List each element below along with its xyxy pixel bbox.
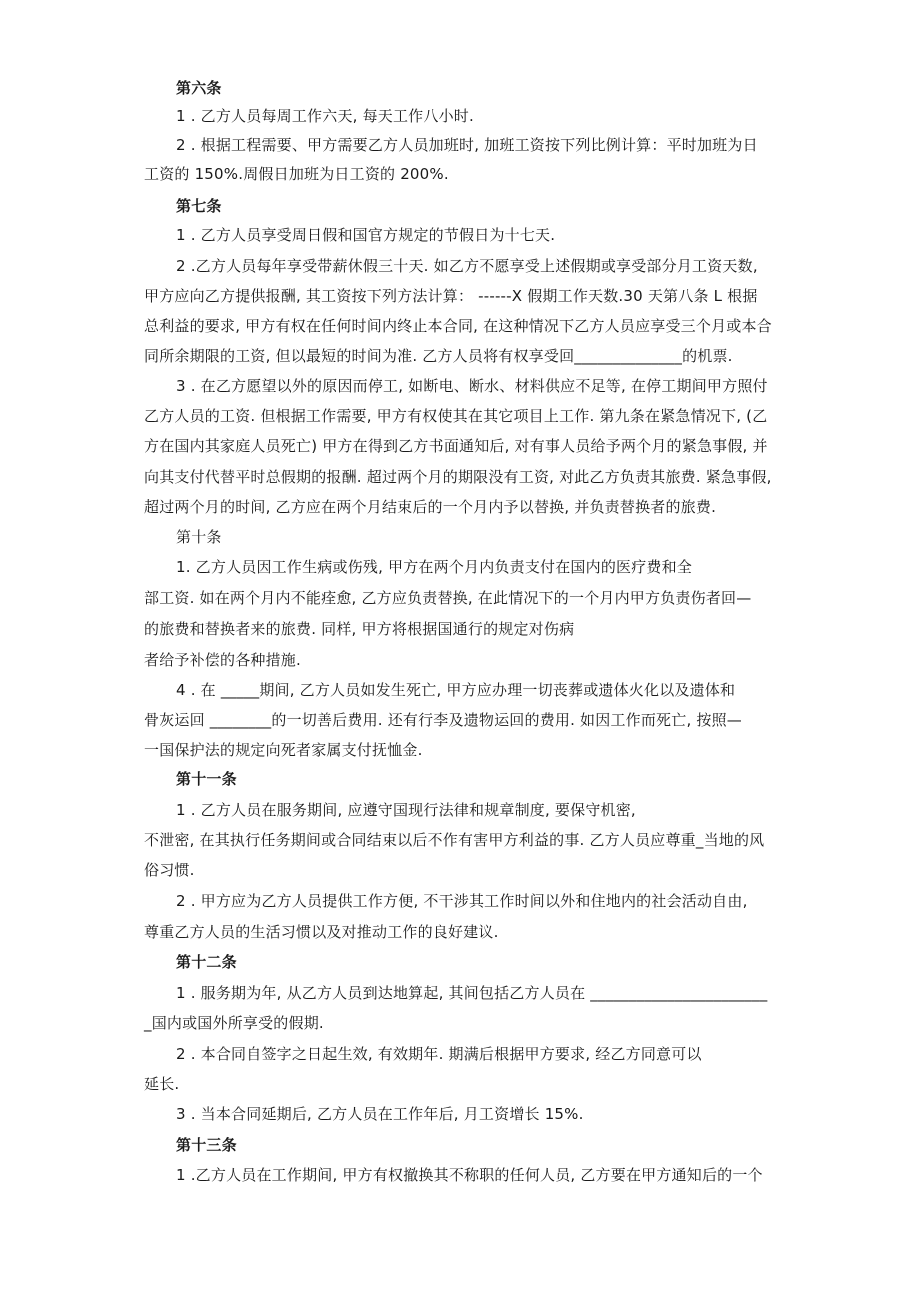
paragraph-line: 1 .乙方人员在工作期间, 甲方有权撤换其不称职的任何人员, 乙方要在甲方通知后的一个 bbox=[176, 1166, 763, 1184]
paragraph-line: 1. 乙方人员因工作生病或伤残, 甲方在两个月内负责支付在国内的医疗费和全 bbox=[176, 558, 693, 576]
article-12-heading: 第十二条 bbox=[176, 953, 237, 971]
article-6-heading: 第六条 bbox=[176, 79, 222, 97]
paragraph-line: _国内或国外所享受的假期. bbox=[144, 1014, 324, 1032]
paragraph-line: 骨灰运回 ________的一切善后费用. 还有行李及遗物运回的费用. 如因工作而死亡, 按照— bbox=[144, 711, 742, 729]
article-7-heading: 第七条 bbox=[176, 197, 222, 215]
paragraph-line: 俗习惯. bbox=[144, 861, 195, 879]
paragraph-line: 2 . 甲方应为乙方人员提供工作方便, 不干涉其工作时间以外和住地内的社会活动自由, bbox=[176, 892, 748, 910]
paragraph-line: 甲方应向乙方提供报酬, 其工资按下列方法计算： ------X 假期工作天数.30 天第八条 L 根据 bbox=[144, 287, 758, 305]
paragraph-line: 的旅费和替换者来的旅费. 同样, 甲方将根据国通行的规定对伤病 bbox=[144, 620, 575, 638]
article-11-heading: 第十一条 bbox=[176, 770, 237, 788]
paragraph-line: 2 . 根据工程需要、甲方需要乙方人员加班时, 加班工资按下列比例计算：平时加班为日 bbox=[176, 136, 758, 154]
paragraph-line: 1 . 乙方人员在服务期间, 应遵守国现行法律和规章制度, 要保守机密, bbox=[176, 801, 636, 819]
paragraph-line: 2 .乙方人员每年享受带薪休假三十天. 如乙方不愿享受上述假期或享受部分月工资天数, bbox=[176, 257, 758, 275]
paragraph-line: 总利益的要求, 甲方有权在任何时间内终止本合同, 在这种情况下乙方人员应享受三个月或本合 bbox=[144, 317, 772, 335]
paragraph-line: 不泄密, 在其执行任务期间或合同结束以后不作有害甲方利益的事. 乙方人员应尊重_当地的风 bbox=[144, 831, 765, 849]
paragraph-line: 同所余期限的工资, 但以最短的时间为准. 乙方人员将有权享受回______________的机票. bbox=[144, 347, 733, 365]
paragraph-line: 1 . 乙方人员每周工作六天, 每天工作八小时. bbox=[176, 107, 474, 125]
paragraph-line: 1 . 服务期为年, 从乙方人员到达地算起, 其间包括乙方人员在 _______________________ bbox=[176, 984, 768, 1002]
paragraph-line: 4 . 在 _____期间, 乙方人员如发生死亡, 甲方应办理一切丧葬或遗体火化以及遗体和 bbox=[176, 681, 736, 699]
paragraph-line: 一国保护法的规定向死者家属支付抚恤金. bbox=[144, 741, 423, 759]
paragraph-line: 2 . 本合同自签字之日起生效, 有效期年. 期满后根据甲方要求, 经乙方同意可以 bbox=[176, 1045, 702, 1063]
paragraph-line: 3 . 在乙方愿望以外的原因而停工, 如断电、断水、材料供应不足等, 在停工期间甲方照付 bbox=[176, 377, 768, 395]
paragraph-line: 工资的 150%.周假日加班为日工资的 200%. bbox=[144, 165, 449, 183]
paragraph-line: 3 . 当本合同延期后, 乙方人员在工作年后, 月工资增长 15%. bbox=[176, 1105, 584, 1123]
paragraph-line: 者给予补偿的各种措施. bbox=[144, 651, 301, 669]
paragraph-line: 方在国内其家庭人员死亡) 甲方在得到乙方书面通知后, 对有事人员给予两个月的紧急事假, 并 bbox=[144, 437, 768, 455]
article-10-heading: 第十条 bbox=[176, 528, 222, 546]
paragraph-line: 超过两个月的时间, 乙方应在两个月结束后的一个月内予以替换, 并负责替换者的旅费. bbox=[144, 498, 717, 516]
article-13-heading: 第十三条 bbox=[176, 1136, 237, 1154]
paragraph-line: 乙方人员的工资. 但根据工作需要, 甲方有权使其在其它项目上工作. 第九条在紧急情况下, (乙 bbox=[144, 407, 768, 425]
paragraph-line: 延长. bbox=[144, 1075, 180, 1093]
paragraph-line: 1 . 乙方人员享受周日假和国官方规定的节假日为十七天. bbox=[176, 226, 556, 244]
paragraph-line: 尊重乙方人员的生活习惯以及对推动工作的良好建议. bbox=[144, 923, 499, 941]
paragraph-line: 向其支付代替平时总假期的报酬. 超过两个月的期限没有工资, 对此乙方负责其旅费. 紧急事假, bbox=[144, 468, 772, 486]
paragraph-line: 部工资. 如在两个月内不能痊愈, 乙方应负责替换, 在此情况下的一个月内甲方负责伤者回— bbox=[144, 589, 752, 607]
